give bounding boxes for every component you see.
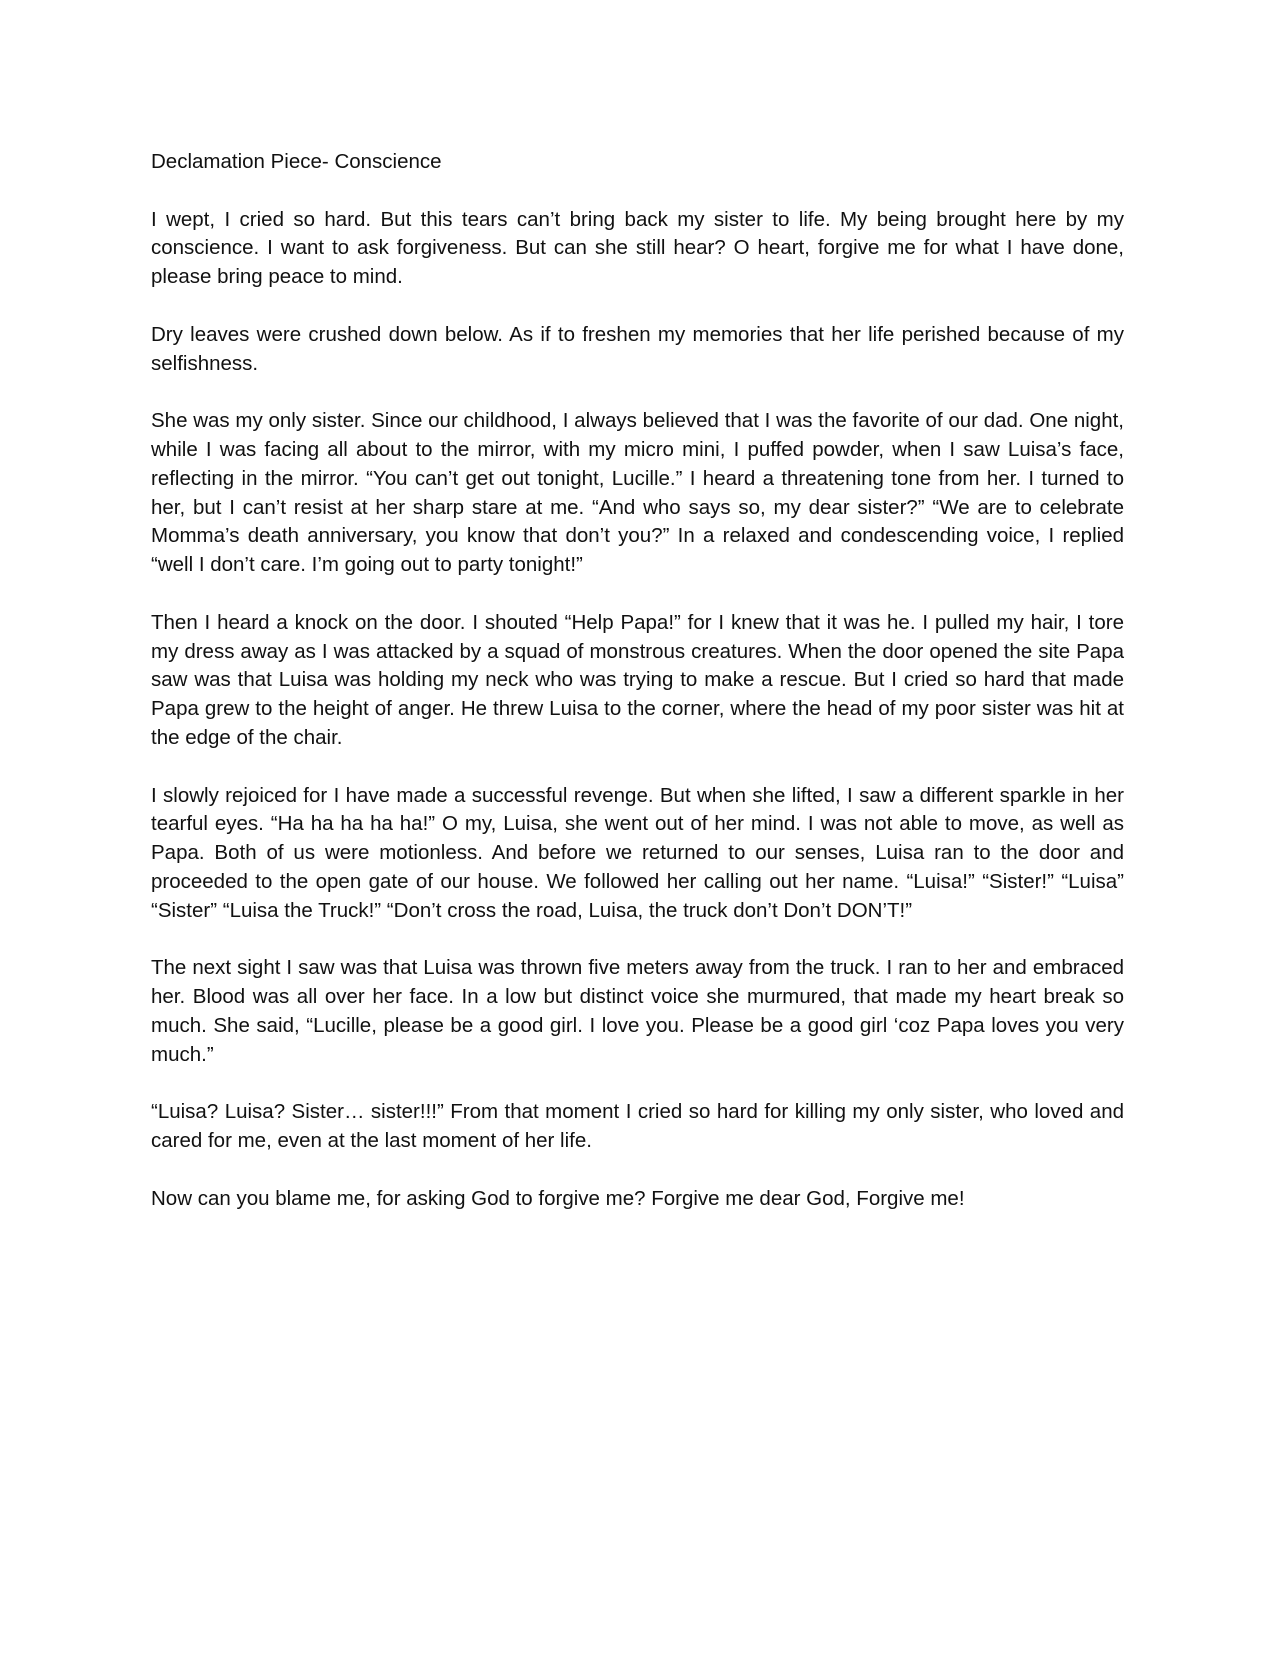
paragraph-7: “Luisa? Luisa? Sister… sister!!!” From that moment I cried so hard for killing my only sister, who loved and cared for me, even at the last moment of her life. xyxy=(151,1100,1124,1153)
paragraph-4: Then I heard a knock on the door. I shouted “Help Papa!” for I knew that it was he. I pulled my hair, I tore my dress away as I was attacked by a squad of monstrous creatures. When the door opened the site Papa saw was that Luisa was holding my neck who was trying to make a rescue. But I cried so hard that made Papa grew to the height of anger. He threw Luisa to the corner, where the head of my poor sister was hit at the edge of the chair. xyxy=(151,610,1124,749)
paragraph-5: I slowly rejoiced for I have made a successful revenge. But when she lifted, I saw a different sparkle in her tearful eyes. “Ha ha ha ha ha!” O my, Luisa, she went out of her mind. I was not able to move, as well as Papa. Both of us were motionless. And before we returned to our senses, Luisa ran to the door and proceeded to the open gate of our house. We followed her calling out her name. “Luisa!” “Sister!” “Luisa” “Sister” “Luisa the Truck!” “Don’t cross the road, Luisa, the truck don’t Don’t DON’T!” xyxy=(151,783,1124,922)
document-title: Declamation Piece- Conscience xyxy=(151,150,442,173)
paragraph-6: The next sight I saw was that Luisa was thrown five meters away from the truck. I ran to her and embraced her. Blood was all over her face. In a low but distinct voice she murmured, that made my heart break so much. She said, “Lucille, please be a good girl. I love you. Please be a good girl ‘coz Papa loves you very much.” xyxy=(151,956,1124,1066)
document-body xyxy=(151,148,1124,1242)
paragraph-1: I wept, I cried so hard. But this tears can’t bring back my sister to life. My being brought here by my conscience. I want to ask forgiveness. But can she still hear? O heart, forgive me for what I have done, please bring peace to mind. xyxy=(151,207,1124,289)
paragraph-3: She was my only sister. Since our childhood, I always believed that I was the favorite of our dad. One night, while I was facing all about to the mirror, with my micro mini, I puffed powder, when I saw Luisa’s face, reflecting in the mirror. “You can’t get out tonight, Lucille.” I heard a threatening tone from her. I turned to her, but I can’t resist at her sharp stare at me. “And who says so, my dear sister?” “We are to celebrate Momma’s death anniversary, you know that don’t you?” In a relaxed and condescending voice, I replied “well I don’t care. I’m going out to party tonight!” xyxy=(151,409,1124,577)
paragraph-8: Now can you blame me, for asking God to forgive me? Forgive me dear God, Forgive me! xyxy=(151,1186,965,1210)
paragraph-2: Dry leaves were crushed down below. As if to freshen my memories that her life perished because of my selfishness. xyxy=(151,322,1124,375)
